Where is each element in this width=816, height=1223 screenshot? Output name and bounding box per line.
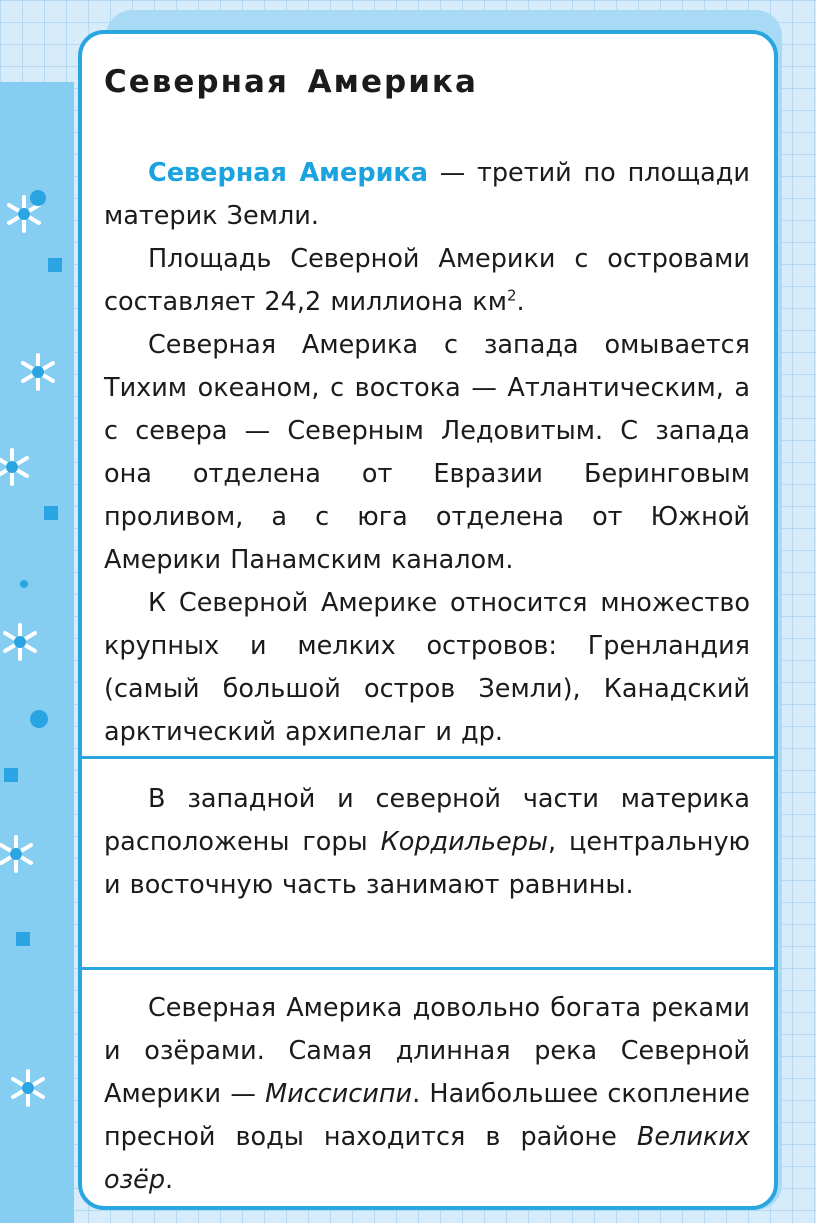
highlighted-term: Северная Америка [148, 158, 428, 188]
italic-term: Кордильеры [380, 827, 549, 857]
paragraph-text: , центральную и восточную часть занимают равнины. [104, 827, 750, 900]
paragraph [104, 324, 750, 582]
paragraph [104, 152, 750, 238]
paragraph [104, 238, 750, 324]
decor-square [44, 506, 58, 520]
paragraph-text: . Наибольшее скопление пресной воды находится в районе [104, 1079, 750, 1152]
section-divider [82, 756, 774, 759]
paragraph-text: Северная Америка с запада омывается Тихим океаном, с востока — Атлантическим, а с севера — Северным Ледовитым. С запада она отделена от Евразии Беринговым проливом, а с юга отделена от Южной Америки Панамским каналом. [104, 330, 750, 575]
decor-square [48, 258, 62, 272]
paragraph-text: Площадь Северной Америки с островами составляет 24,2 миллиона км [104, 244, 750, 317]
decor-square [16, 932, 30, 946]
section-divider [82, 967, 774, 970]
decorative-strip [0, 82, 74, 1223]
snowflake-icon [0, 447, 32, 487]
paragraph-text: Северная Америка довольно богата реками и озёрами. Самая длинная река Северной Америки — [104, 993, 750, 1109]
paragraph [104, 582, 750, 754]
italic-term: Великих озёр [104, 1122, 750, 1195]
paragraph [104, 987, 750, 1202]
section-relief [82, 778, 774, 907]
snowflake-icon [8, 1068, 48, 1108]
paragraph [104, 778, 750, 907]
italic-term: Миссисипи [265, 1079, 413, 1109]
decor-dot [30, 710, 48, 728]
snowflake-icon [0, 834, 36, 874]
page-title: Северная Америка [104, 64, 478, 100]
info-card [78, 30, 778, 1210]
paragraph-text: В западной и северной части материка расположены горы [104, 784, 750, 857]
paragraph-text: — третий по площади материк Земли. [104, 158, 750, 231]
decor-dot [20, 580, 28, 588]
section-intro [82, 152, 774, 754]
superscript: 2 [506, 286, 517, 305]
snowflake-icon [0, 622, 40, 662]
paragraph-text: . [516, 287, 525, 317]
decor-dot [30, 190, 46, 206]
decor-square [4, 768, 18, 782]
section-waters [82, 987, 774, 1202]
paragraph-text: . [165, 1165, 174, 1195]
paragraph-text: К Северной Америке относится множество крупных и мелких островов: Гренландия (самый большой остров Земли), Канадский арктический архипелаг и др. [104, 588, 750, 747]
snowflake-icon [18, 352, 58, 392]
